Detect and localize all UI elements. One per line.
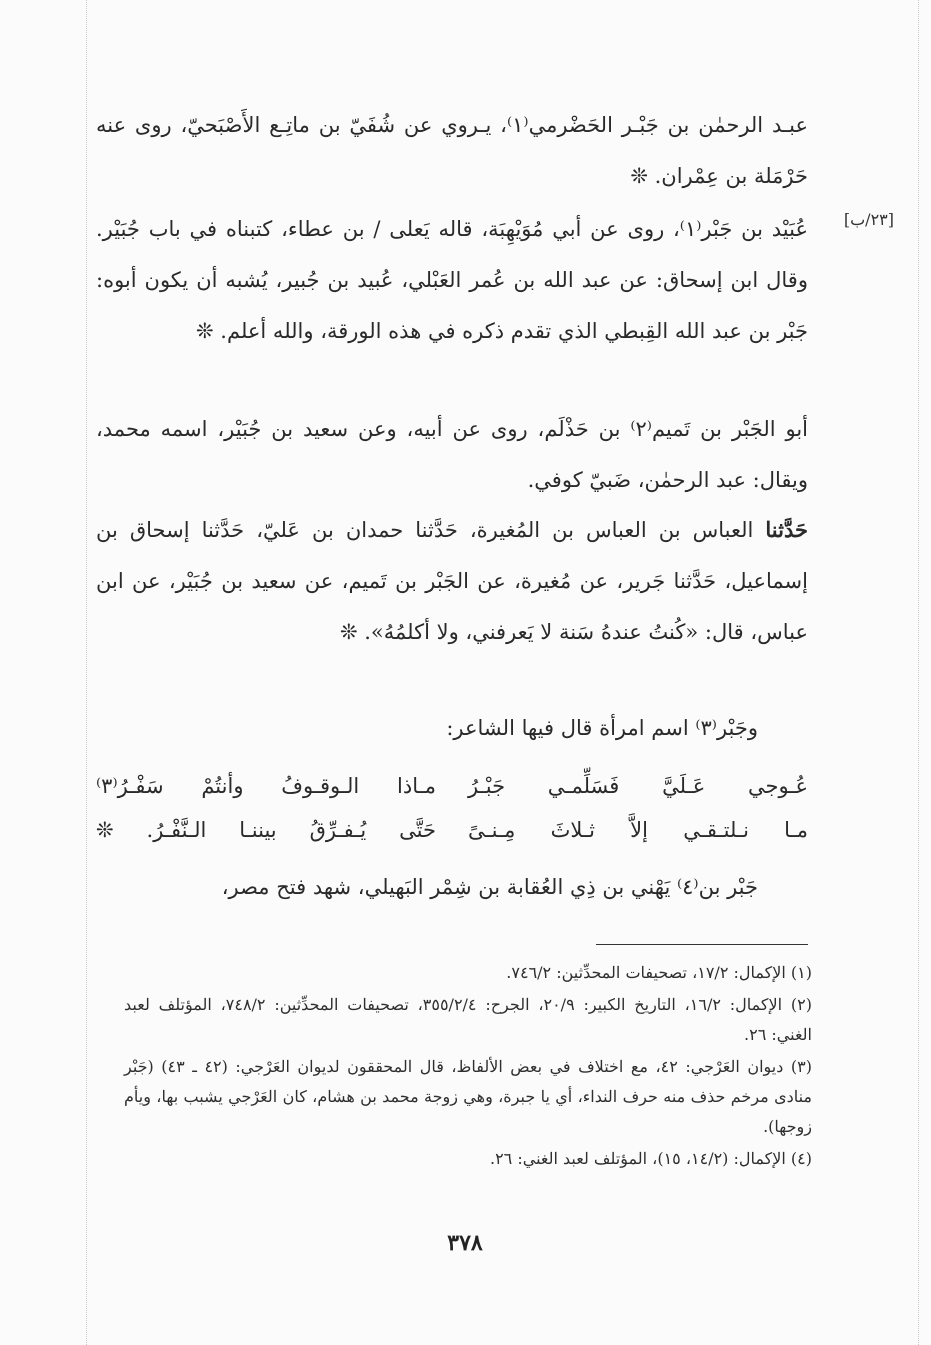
verse-1-second-hemistich: مـاذا الـوقـوفُ وأنتُمْ سَفْـرُ⁽٣⁾	[96, 774, 436, 798]
entry-hadith-isnad	[96, 504, 808, 658]
entry-abu-al-jabr: أبو الجَبْر بن تَميم⁽٢⁾ بن حَذْلَم، روى عن أبيه، وعن سعيد بن جُبَيْر، اسمه محمد، ويقال: عبد الرحمٰن، ضَبيّ كوفي.	[96, 417, 809, 492]
page-number: ٣٧٨	[447, 1230, 483, 1256]
footnote-1: (١) الإكمال: ١٧/٢، تصحيفات المحدِّثين: ٧٤٦/٢.	[506, 963, 812, 982]
footnotes	[124, 958, 812, 1176]
verse-2-second-hemistich: حَتَّى يُـفـرِّقُ بيننـا الـنَّفْـرُ. ❊	[96, 818, 436, 842]
entry-ubayd-ibn-jabr: عُبَيْد بن جَبْر⁽١⁾، روى عن أبي مُوَيْهِبَة، قاله يَعلى / بن عطاء، كتبناه في باب جُبَيْر. وقال ابن إسحاق: عن عبد الله بن عُمر العَبْلي، عُبيد بن جُبير، يُشبه أن يكون أبوه: جَبْر بن عبد الله القِبطي الذي تقدم ذكره في هذه الورقة، والله أعلم. ❊	[96, 217, 808, 343]
verse-line-1	[96, 764, 808, 808]
margin-folio-note: [٢٣/ب]	[843, 210, 894, 229]
entry-jabr-ibn-yahni: جَبْر بن⁽٤⁾ يَهْني بن ذِي العُقابة بن شِمْر البَهيلي، شهد فتح مصر،	[221, 875, 758, 899]
hadith-text: العباس بن العباس بن المُغيرة، حَدَّثنا حمدان بن عَليّ، حَدَّثنا إسحاق بن إسماعيل، حَدَّثنا جَرير، عن مُغيرة، عن الجَبْر بن تَميم، عن سعيد بن جُبَيْر، عن ابن عباس، قال: «كُنتُ عندهُ سَنة لا يَعرفني، ولا أكلمُهُ». ❊	[96, 518, 808, 644]
footnote-4: (٤) الإكمال: (١٤/٢، ١٥)، المؤتلف لعبد الغني: ٢٦.	[489, 1149, 812, 1168]
entry-jabr-woman: وجَبْر⁽٣⁾ اسم امرأة قال فيها الشاعر:	[446, 716, 758, 740]
verse-line-2	[96, 808, 808, 852]
scan-edge-line	[918, 0, 919, 1345]
footnote-separator	[596, 944, 808, 945]
entry-abd-al-rahman: عبـد الرحمٰن بن جَبْـر الحَضْرمي⁽١⁾، يـروي عن شُفَيّ بن ماتِـع الأَصْبَحيّ، روى عنه حَرْمَلة بن عِمْران. ❊	[96, 113, 808, 188]
verse-1-first-hemistich: عُـوجي عَـلَيَّ فَسَلِّمـي جَبْـرُ	[468, 774, 808, 798]
footnote-2: (٢) الإكمال: ١٦/٢، التاريخ الكبير: ٢٠/٩، الجرح: ٣٥٥/٢/٤، تصحيفات المحدِّثين: ٧٤٨/٢، المؤتلف لعبد الغني: ٢٦.	[124, 995, 812, 1044]
verse-2-first-hemistich: مـا نـلتـقـي إلاَّ ثـلاثَ مِـنـىً	[468, 818, 808, 842]
footnote-3: (٣) ديوان العَرْجي: ٤٢، مع اختلاف في بعض الألفاظ، قال المحققون لديوان العَرْجي: (٤٢ ـ ٤٣) (جَبْر منادى مرخم حذف منه حرف النداء، أي يا جبرة، وهي زوجة محمد بن هشام، كان العَرْجي يشبب بها، ويأم زوجها).	[124, 1057, 812, 1136]
scan-binding-line	[86, 0, 87, 1345]
hadith-lead-word: حَدَّثنا	[765, 517, 808, 542]
